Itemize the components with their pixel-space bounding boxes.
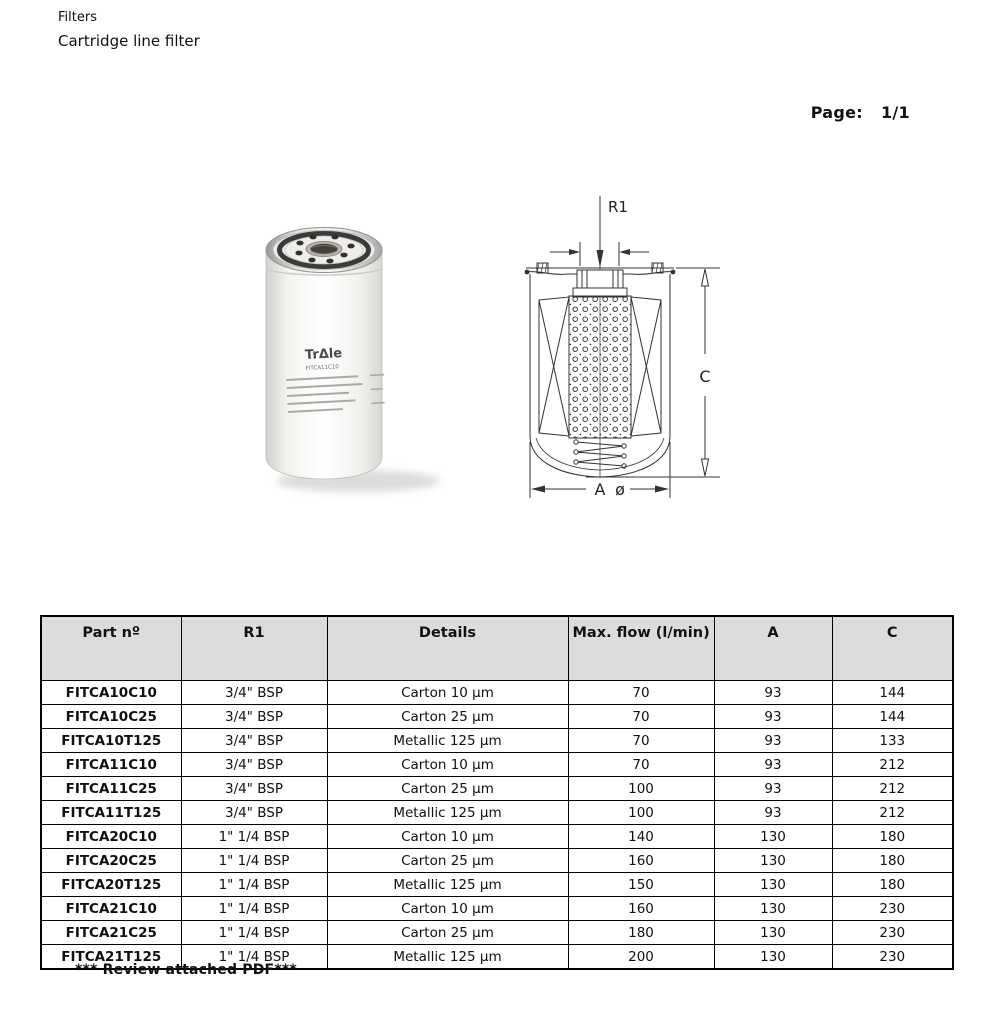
part-number-cell: FITCA10C10 [41,681,181,705]
table-cell: 1" 1/4 BSP [181,945,327,970]
table-cell: 130 [714,921,832,945]
table-row [41,825,953,849]
table-cell: 3/4" BSP [181,705,327,729]
table-row [41,729,953,753]
table-cell: 160 [568,849,714,873]
part-number-cell: FITCA20C25 [41,849,181,873]
table-cell: Carton 25 µm [327,705,568,729]
table-cell: Carton 25 µm [327,849,568,873]
table-cell: 230 [832,921,953,945]
table-cell: 93 [714,801,832,825]
table-cell: 3/4" BSP [181,729,327,753]
table-cell: 133 [832,729,953,753]
table-row [41,921,953,945]
part-number-cell: FITCA21C10 [41,897,181,921]
table-cell: 93 [714,753,832,777]
part-number-cell: FITCA21T125 [41,945,181,970]
part-number-cell: FITCA20T125 [41,873,181,897]
page-value: 1/1 [880,103,910,122]
table-cell: 180 [832,873,953,897]
table-cell: Carton 10 µm [327,753,568,777]
col-header-a: A [714,616,832,681]
table-cell: 1" 1/4 BSP [181,873,327,897]
table-cell: Carton 10 µm [327,897,568,921]
table-cell: Metallic 125 µm [327,729,568,753]
dim-label-r1: R1 [608,198,628,216]
col-header-max-flow: Max. flow (l/min) [568,616,714,681]
table-cell: Metallic 125 µm [327,945,568,970]
doc-header [58,8,200,54]
part-number-cell: FITCA20C10 [41,825,181,849]
table-row [41,801,953,825]
product-photo [238,205,450,507]
table-cell: 130 [714,873,832,897]
table-cell: 212 [832,801,953,825]
part-number-cell: FITCA21C25 [41,921,181,945]
table-row [41,777,953,801]
table-cell: 140 [568,825,714,849]
table-cell: 130 [714,897,832,921]
table-cell: Carton 25 µm [327,777,568,801]
table-cell: 1" 1/4 BSP [181,849,327,873]
table-cell: Carton 10 µm [327,825,568,849]
table-cell: 70 [568,705,714,729]
table-cell: 3/4" BSP [181,753,327,777]
part-number-cell: FITCA10C25 [41,705,181,729]
table-cell: 100 [568,777,714,801]
table-row [41,873,953,897]
table-cell: 150 [568,873,714,897]
table-cell: 93 [714,681,832,705]
table-cell: 3/4" BSP [181,777,327,801]
table-cell: 3/4" BSP [181,801,327,825]
table-cell: Carton 25 µm [327,921,568,945]
part-number-cell: FITCA11C10 [41,753,181,777]
category-label: Filters [58,10,97,25]
table-cell: 144 [832,705,953,729]
table-cell: Metallic 125 µm [327,801,568,825]
table-row [41,849,953,873]
table-cell: 230 [832,945,953,970]
col-header-c: C [832,616,953,681]
table-cell: 212 [832,753,953,777]
col-header-part: Part nº [41,616,181,681]
part-number-cell: FITCA10T125 [41,729,181,753]
table-cell: 180 [832,849,953,873]
table-row [41,753,953,777]
table-cell: 70 [568,729,714,753]
table-cell: 130 [714,945,832,970]
table-row [41,705,953,729]
table-cell: 1" 1/4 BSP [181,825,327,849]
table-cell: 160 [568,897,714,921]
brand-text: TrΔle [304,346,343,363]
dim-label-c: C [699,367,711,386]
col-header-r1: R1 [181,616,327,681]
table-row [41,897,953,921]
spec-table [40,615,954,970]
page-title: Cartridge line filter [58,32,200,50]
table-cell: 3/4" BSP [181,681,327,705]
col-header-details: Details [327,616,568,681]
table-cell: 93 [714,777,832,801]
table-cell: 180 [568,921,714,945]
table-cell: 230 [832,897,953,921]
table-cell: 180 [832,825,953,849]
cross-section-drawing [512,186,730,516]
table-header-row [41,616,953,681]
table-cell: 1" 1/4 BSP [181,897,327,921]
table-cell: Metallic 125 µm [327,873,568,897]
table-cell: 200 [568,945,714,970]
part-number-cell: FITCA11C25 [41,777,181,801]
table-cell: 70 [568,753,714,777]
table-cell: 100 [568,801,714,825]
part-number-cell: FITCA11T125 [41,801,181,825]
page-label: Page: [810,103,863,122]
filter-photo-illustration [238,205,450,507]
dim-label-a: A [594,480,606,499]
table-cell: 1" 1/4 BSP [181,921,327,945]
dim-label-diameter: ø [615,480,625,499]
review-note: *** Review attached PDF*** [75,962,297,978]
table-cell: 70 [568,681,714,705]
table-cell: 130 [714,849,832,873]
table-cell: 144 [832,681,953,705]
table-cell: Carton 10 µm [327,681,568,705]
model-text: FITCA11C10 [305,364,340,372]
page-indicator [811,103,910,122]
technical-diagram [512,186,730,516]
table-cell: 212 [832,777,953,801]
table-cell: 130 [714,825,832,849]
table-cell: 93 [714,729,832,753]
table-cell: 93 [714,705,832,729]
table-row [41,681,953,705]
